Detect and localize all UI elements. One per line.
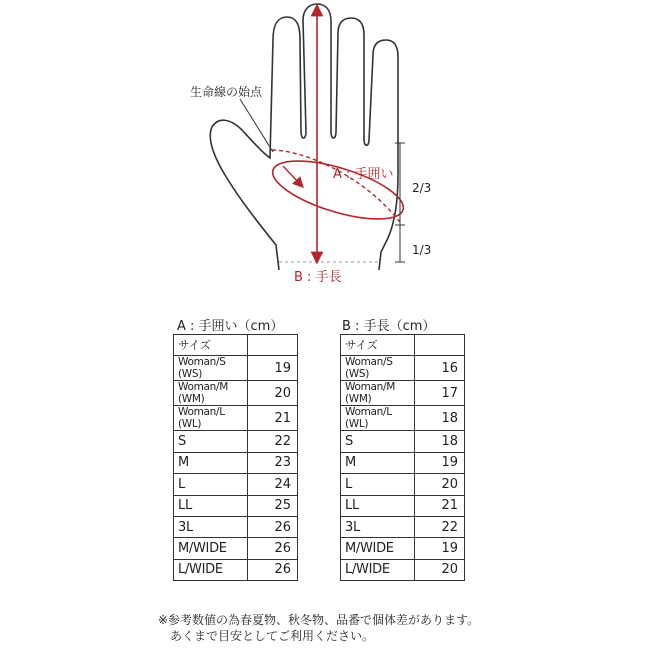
table-row <box>341 559 465 580</box>
hand-outline <box>210 4 398 270</box>
size-cell: M/WIDE <box>341 538 415 559</box>
table-row <box>174 474 298 495</box>
table-b-header-empty <box>415 335 465 356</box>
value-cell: 21 <box>415 495 465 516</box>
size-cell: M <box>174 452 248 473</box>
table-a-header-row <box>174 335 298 356</box>
size-cell: Woman/M (WM) <box>174 381 248 406</box>
size-cell: Woman/L (WL) <box>174 406 248 431</box>
label-b: B : 手長 <box>294 270 342 285</box>
table-b-header-row <box>341 335 465 356</box>
value-cell: 26 <box>248 516 298 537</box>
value-cell: 20 <box>415 474 465 495</box>
size-cell: LL <box>174 495 248 516</box>
size-cell: Woman/S (WS) <box>174 356 248 381</box>
table-row <box>174 452 298 473</box>
lifeline-label: 生命線の始点 <box>190 85 263 99</box>
lifeline-leader <box>240 99 273 152</box>
table-row <box>174 559 298 580</box>
value-cell: 18 <box>415 406 465 431</box>
value-cell: 26 <box>248 538 298 559</box>
value-cell: 22 <box>248 431 298 452</box>
table-row <box>341 474 465 495</box>
label-a: A : 手囲い <box>333 167 394 182</box>
table-b-caption: B : 手長（cm） <box>342 319 436 334</box>
ratio-upper-label: 2/3 <box>412 181 432 195</box>
value-cell: 20 <box>248 381 298 406</box>
size-cell: S <box>174 431 248 452</box>
value-cell: 18 <box>415 431 465 452</box>
table-b-header: サイズ <box>341 335 415 356</box>
table-row <box>341 431 465 452</box>
table-row <box>174 431 298 452</box>
value-cell: 19 <box>415 452 465 473</box>
table-a-header: サイズ <box>174 335 248 356</box>
value-cell: 25 <box>248 495 298 516</box>
size-cell: 3L <box>174 516 248 537</box>
size-cell: L/WIDE <box>174 559 248 580</box>
table-row <box>341 356 465 381</box>
table-row <box>174 381 298 406</box>
table-row <box>341 406 465 431</box>
table-row <box>341 495 465 516</box>
value-cell: 23 <box>248 452 298 473</box>
value-cell: 21 <box>248 406 298 431</box>
size-cell: Woman/M (WM) <box>341 381 415 406</box>
size-cell: M/WIDE <box>174 538 248 559</box>
size-cell: L <box>174 474 248 495</box>
size-cell: Woman/S (WS) <box>341 356 415 381</box>
table-row <box>341 538 465 559</box>
size-cell: L <box>341 474 415 495</box>
table-a-caption: A : 手囲い（cm） <box>177 319 284 334</box>
size-cell: Woman/L (WL) <box>341 406 415 431</box>
table-row <box>174 495 298 516</box>
ratio-lower-label: 1/3 <box>412 243 432 257</box>
table-row <box>174 356 298 381</box>
size-cell: LL <box>341 495 415 516</box>
table-row <box>174 538 298 559</box>
value-cell: 24 <box>248 474 298 495</box>
table-a-header-empty <box>248 335 298 356</box>
table-b <box>340 334 465 581</box>
value-cell: 26 <box>248 559 298 580</box>
hand-diagram <box>0 0 650 300</box>
value-cell: 19 <box>248 356 298 381</box>
circumference-arrow <box>283 166 300 184</box>
table-row <box>341 452 465 473</box>
table-a <box>173 334 298 581</box>
size-cell: S <box>341 431 415 452</box>
footnote-line-1: ※参考数値の為春夏物、秋冬物、品番で個体差があります。 <box>158 613 480 627</box>
table-row <box>341 381 465 406</box>
circumference-ellipse <box>267 149 410 231</box>
value-cell: 20 <box>415 559 465 580</box>
value-cell: 19 <box>415 538 465 559</box>
size-cell: M <box>341 452 415 473</box>
table-row <box>174 406 298 431</box>
footnote-line-2: あくまで目安としてご利用ください。 <box>170 629 375 643</box>
size-cell: 3L <box>341 516 415 537</box>
value-cell: 16 <box>415 356 465 381</box>
size-cell: L/WIDE <box>341 559 415 580</box>
table-row <box>341 516 465 537</box>
table-row <box>174 516 298 537</box>
value-cell: 22 <box>415 516 465 537</box>
value-cell: 17 <box>415 381 465 406</box>
